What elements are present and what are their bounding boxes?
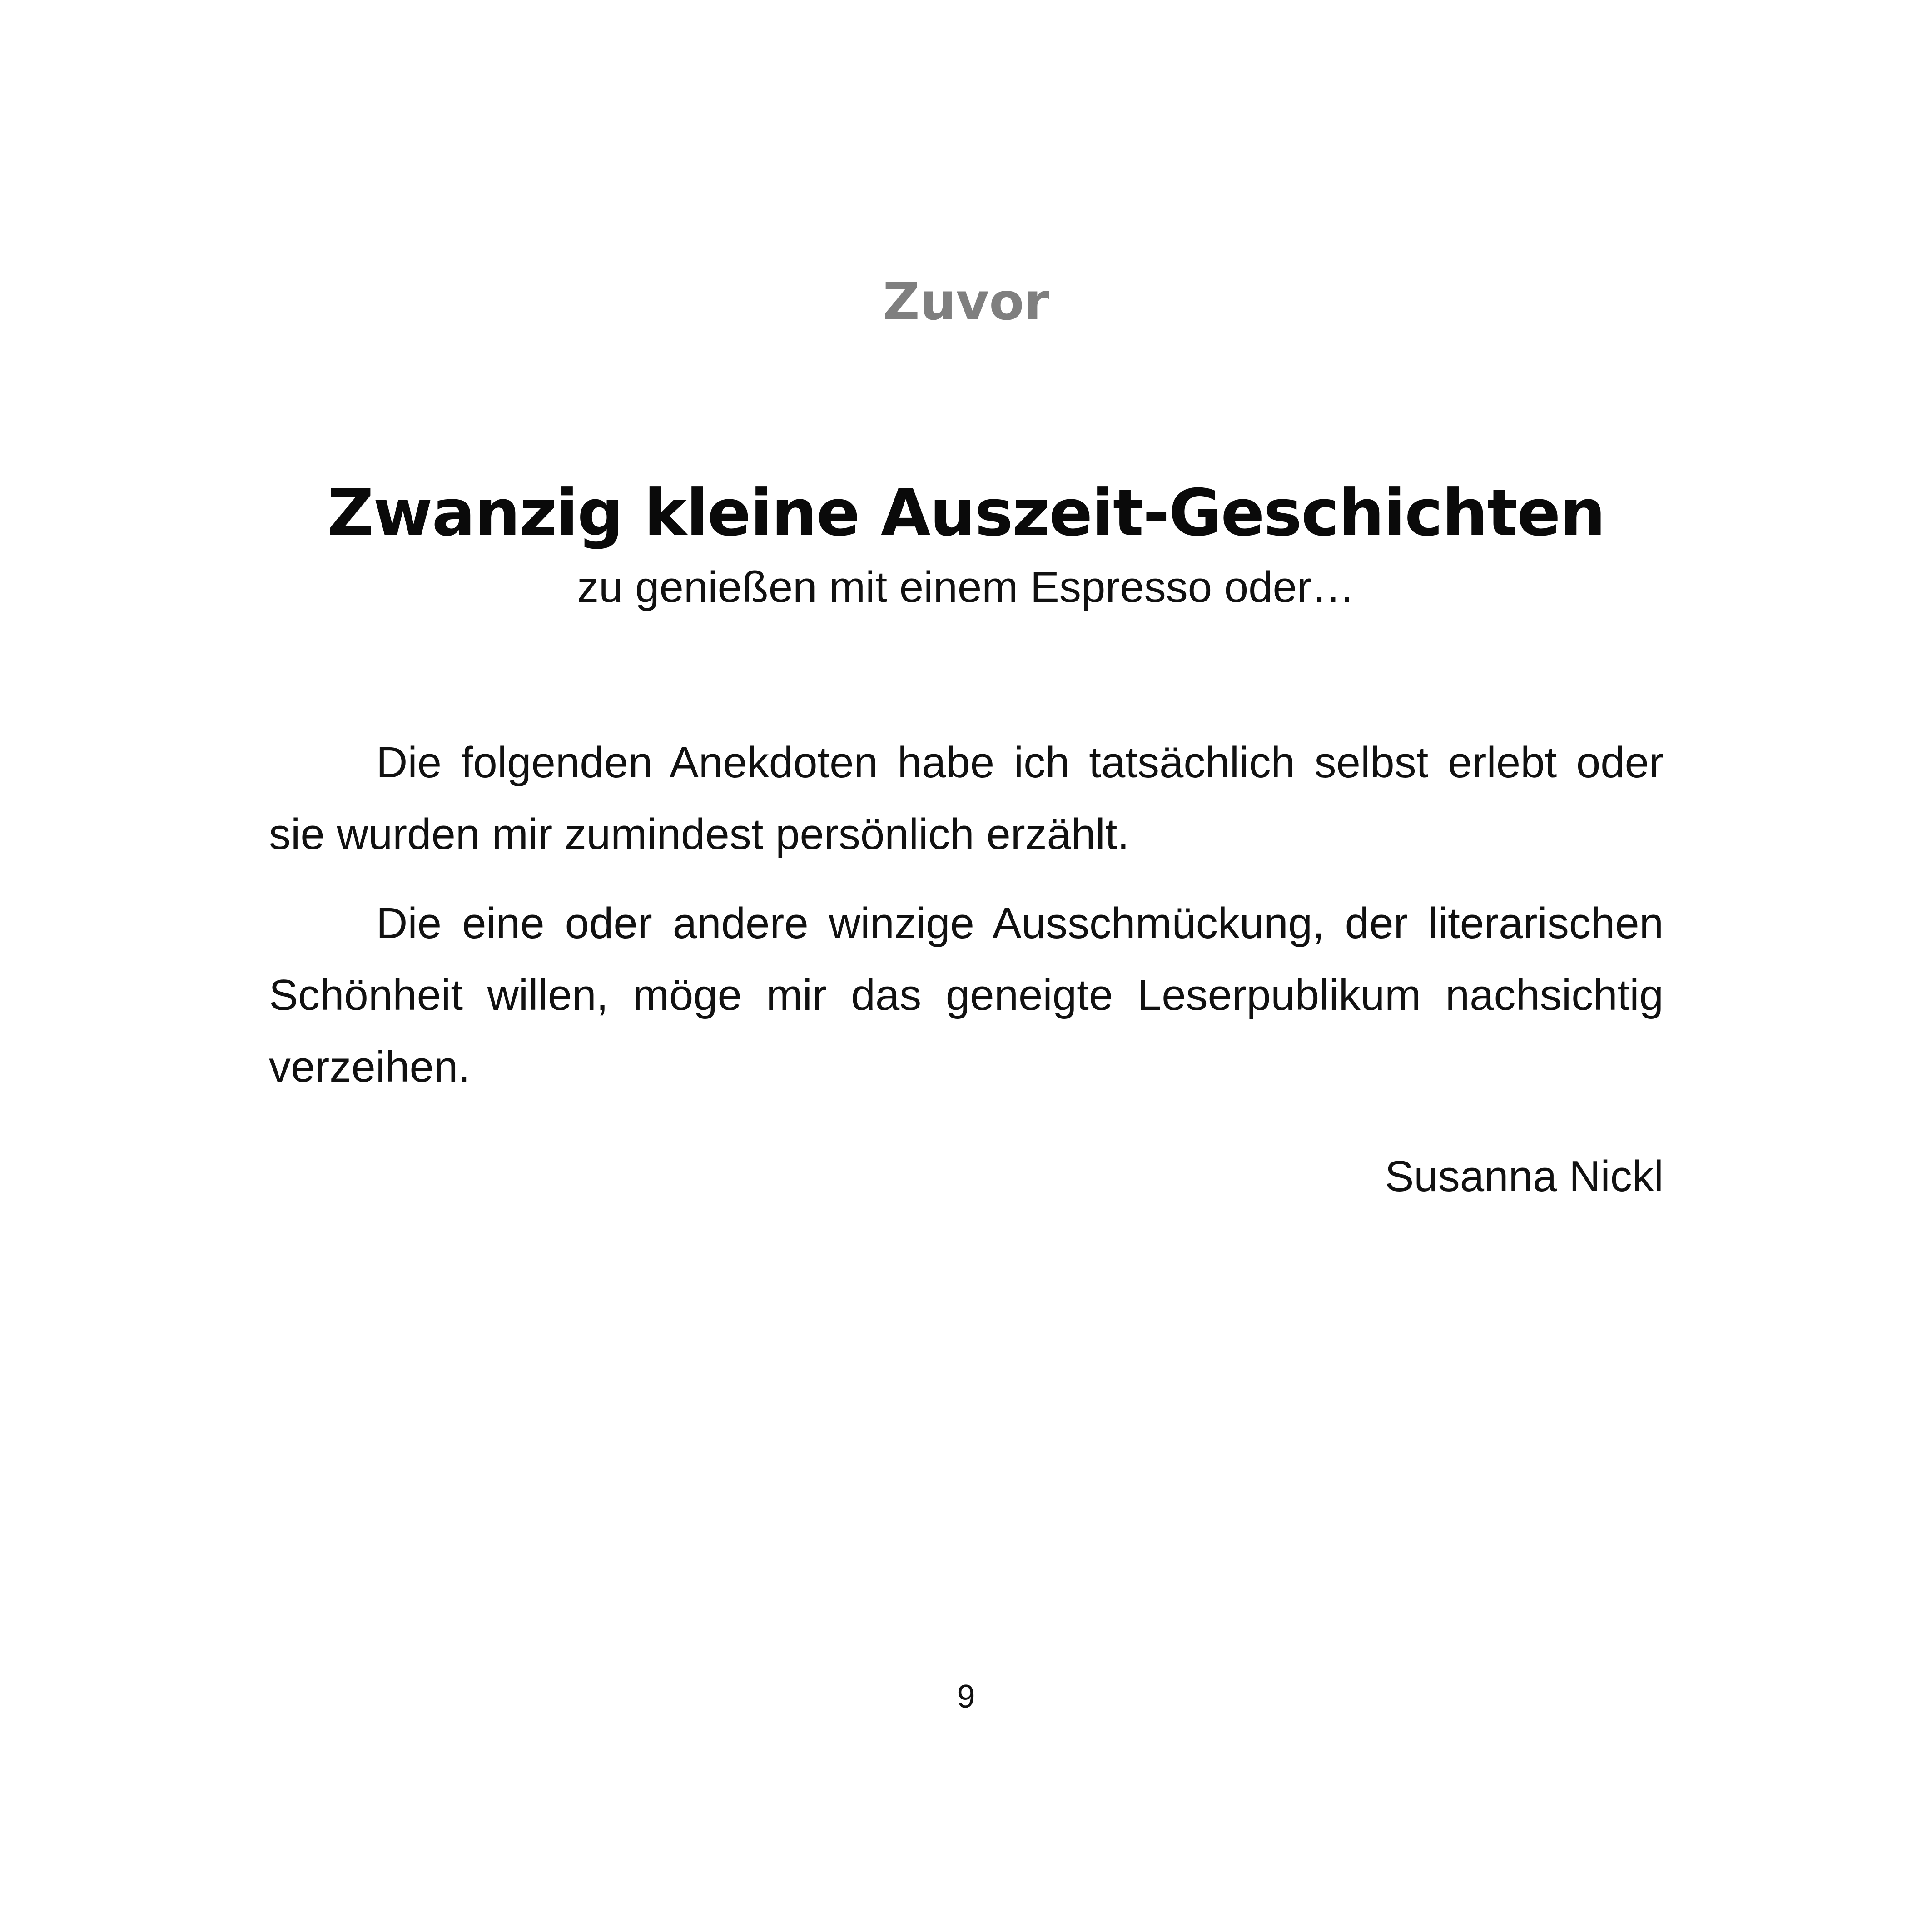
paragraph: Die eine oder andere winzige Ausschmückung, der literarischen Schönheit willen, möge mir das geneigte Leserpublikum nachsichtig verzeihen. <box>269 899 1664 1091</box>
section-heading: Zuvor <box>883 273 1049 332</box>
paragraph: Die folgenden Anekdoten habe ich tatsächlich selbst erlebt oder sie wurden mir zumindest persönlich erzählt. <box>269 738 1664 859</box>
book-subtitle: zu genießen mit einem Espresso oder… <box>577 563 1355 611</box>
body-text <box>269 727 1664 1120</box>
book-title: Zwanzig kleine Auszeit-Geschichten <box>327 476 1605 551</box>
author-signature: Susanna Nickl <box>1385 1152 1664 1201</box>
page-number: 9 <box>957 1679 975 1715</box>
